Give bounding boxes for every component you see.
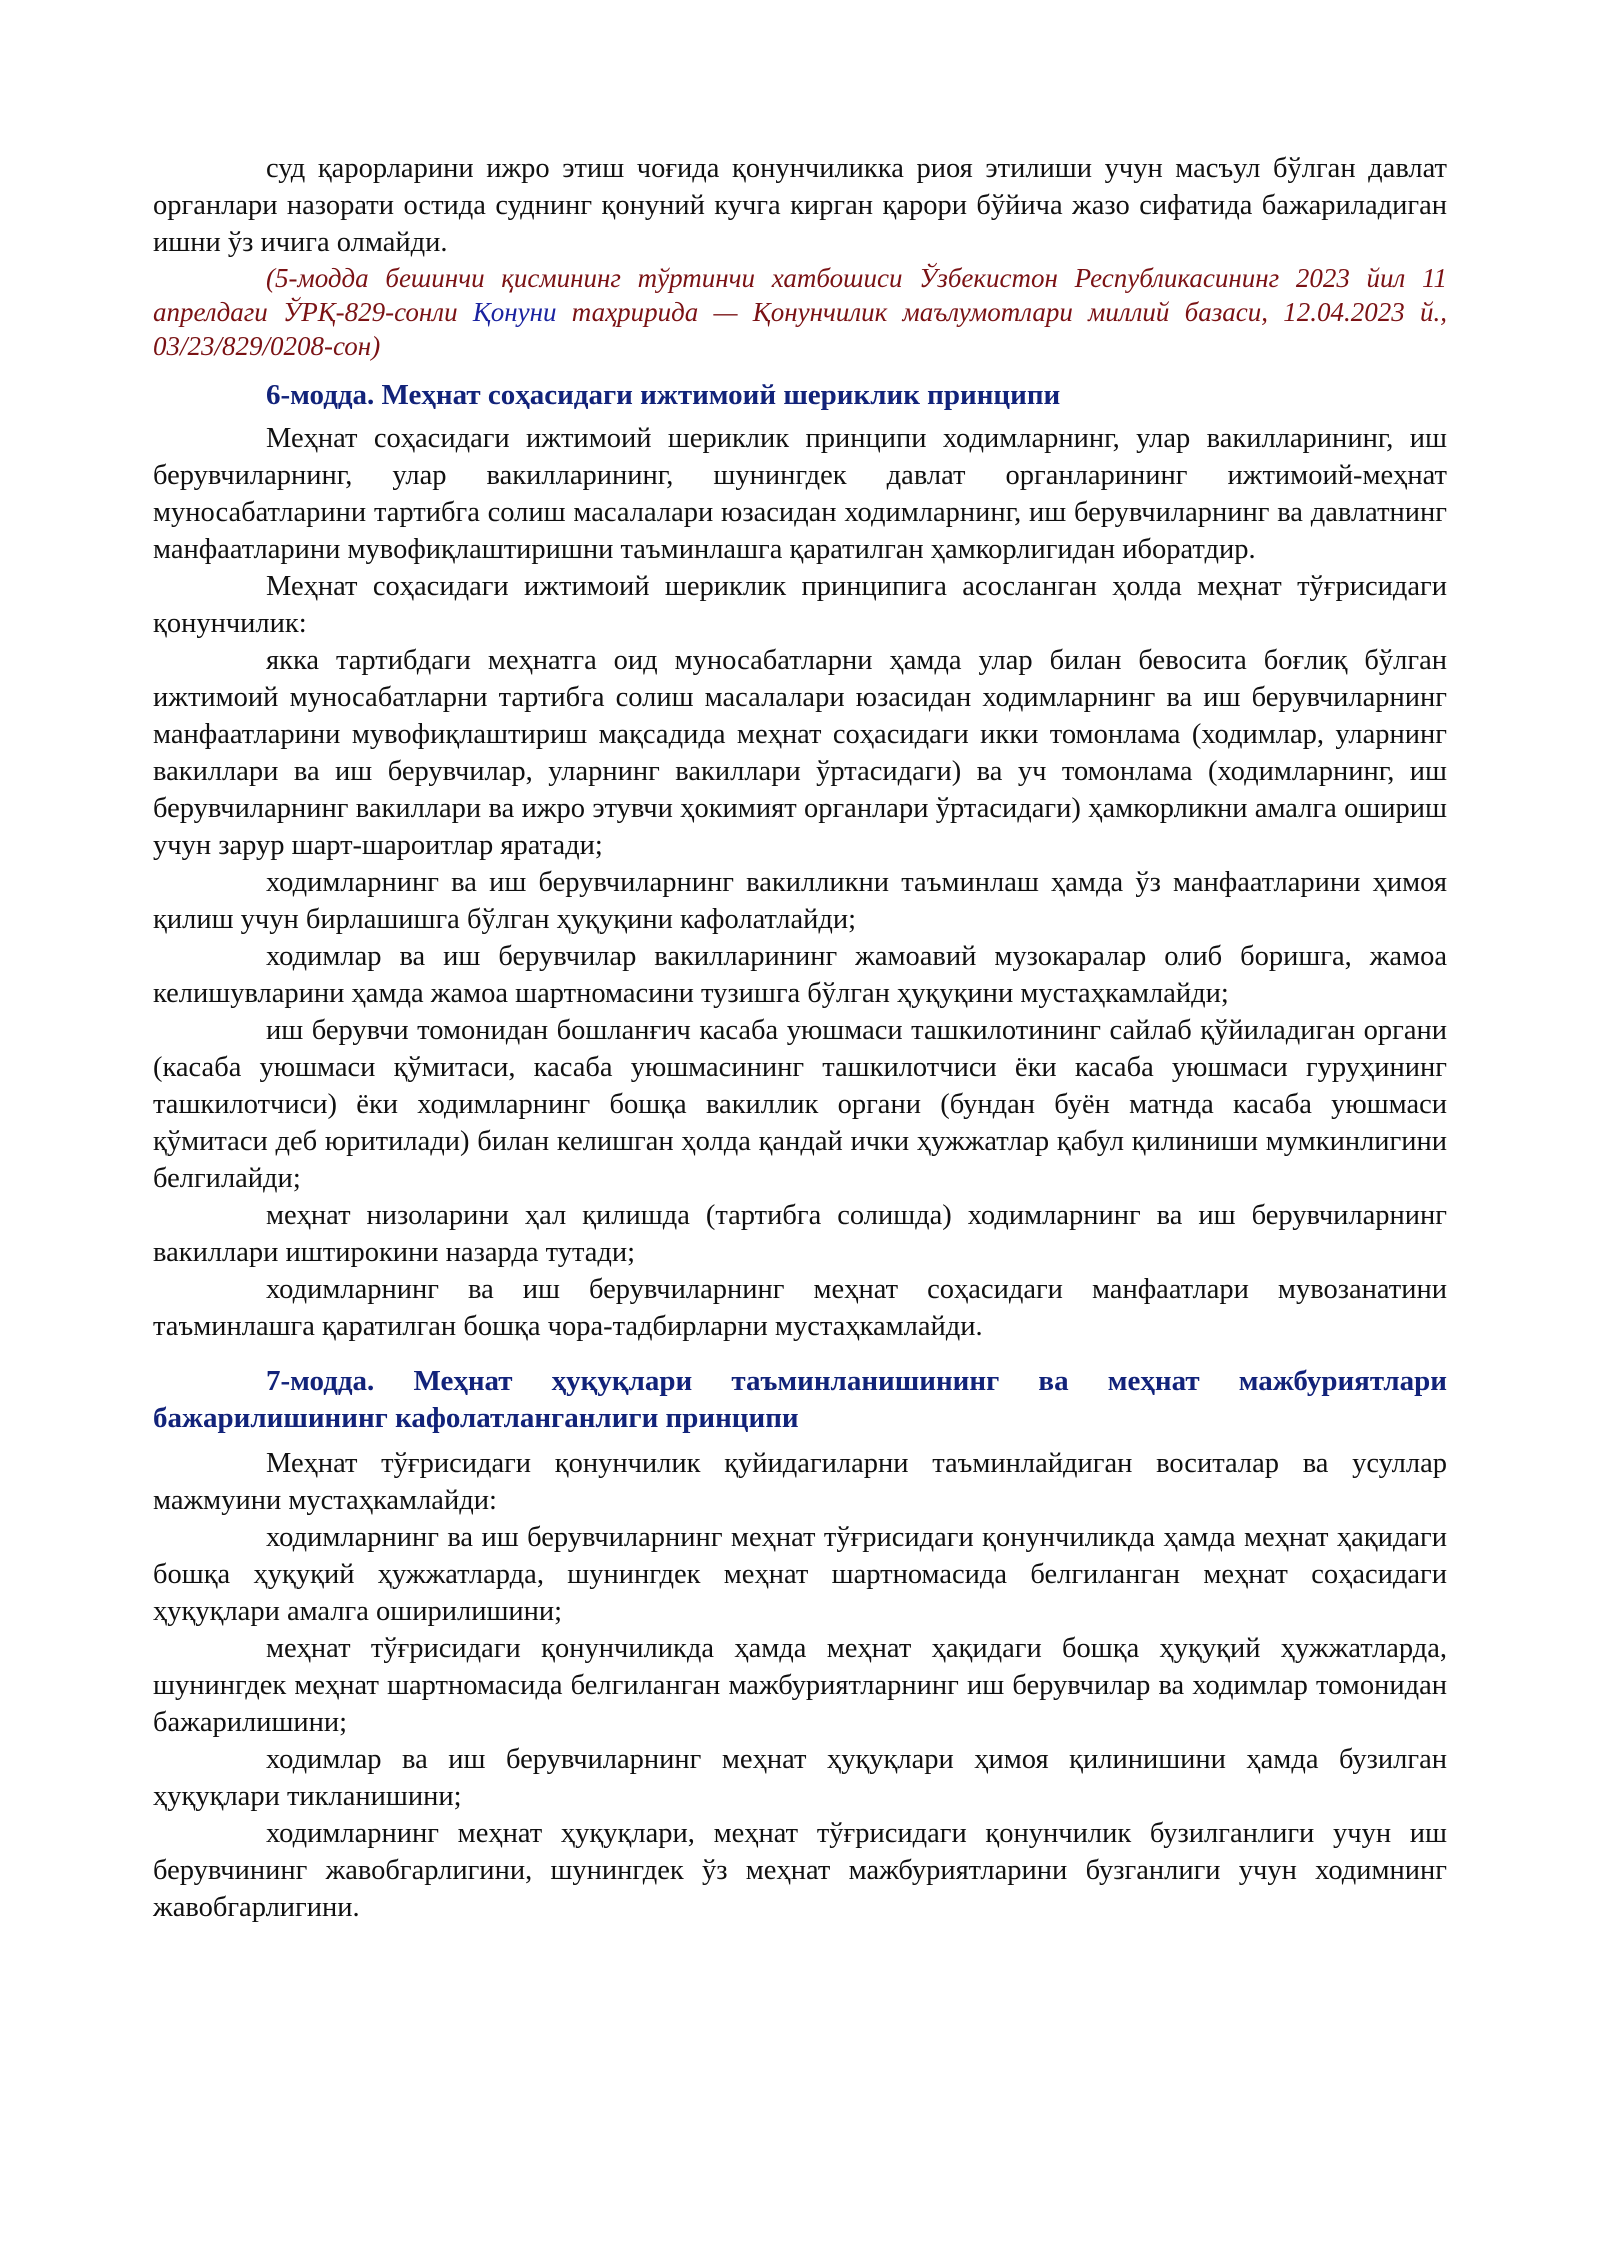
- article-6-paragraph: ходимлар ва иш берувчилар вакилларининг жамоавий музокаралар олиб боришга, жамоа келишувларини ҳамда жамоа шартномасини тузишга бўлган ҳуқуқини мустаҳкамлайди;: [153, 941, 1447, 1009]
- article-6-title: 6-модда. Меҳнат соҳасидаги ижтимоий шериклик принципи: [266, 379, 1061, 411]
- amendment-note-text-start: (5-модда бешинчи қисмининг тўртинчи хатбошиси Ўзбекистон Республикасининг 2023 йил 11 апрелдаги ЎРҚ-829-сонли: [153, 263, 1447, 327]
- top-paragraph: суд қарорларини ижро этиш чоғида қонунчиликка риоя этилиши учун масъул бўлган давлат органлари назорати остида суднинг қонуний кучга кирган қарори бўйича жазо сифатида бажариладиган ишни ўз ичига олмайди.: [153, 153, 1447, 258]
- article-6-body: [153, 420, 1447, 1345]
- article-6-paragraph: меҳнат низоларини ҳал қилишда (тартибга солишда) ходимларнинг ва иш берувчиларнинг вакиллари иштирокини назарда тутади;: [153, 1200, 1447, 1268]
- amendment-note-text-end: таҳририда — Қонунчилик маълумотлари миллий базаси, 12.04.2023 й., 03/23/829/0208-сон): [153, 297, 1447, 361]
- document-page: [153, 150, 1447, 1926]
- article-6-paragraph: якка тартибдаги меҳнатга оид муносабатларни ҳамда улар билан бевосита боғлиқ бўлган ижтимоий муносабатларни тартибга солиш масалалари юзасидан ходимларнинг ва иш берувчиларнинг манфаатларини мувофиқлаштириш мақсадида меҳнат соҳасидаги икки томонлама (ходимлар, уларнинг вакиллари ва иш берувчилар, уларнинг вакиллари ўртасидаги) ва уч томонлама (ходимларнинг, иш берувчиларнинг вакиллари ва ижро этувчи ҳокимият органлари ўртасидаги) ҳамкорликни амалга ошириш учун зарур шарт-шароитлар яратади;: [153, 645, 1447, 861]
- article-6-paragraph: иш берувчи томонидан бошланғич касаба уюшмаси ташкилотининг сайлаб қўйиладиган органи (касаба уюшмаси қўмитаси, касаба уюшмасининг ташкилотчиси ёки касаба уюшмаси гуруҳининг ташкилотчиси) ёки ходимларнинг бошқа вакиллик органи (бундан буён матнда касаба уюшмаси қўмитаси деб юритилади) билан келишган ҳолда қандай ички ҳужжатлар қабул қилиниши мумкинлигини белгилайди;: [153, 1015, 1447, 1194]
- article-6-paragraph: ходимларнинг ва иш берувчиларнинг меҳнат соҳасидаги манфаатлари мувозанатини таъминлашга қаратилган бошқа чора-тадбирларни мустаҳкамлайди.: [153, 1274, 1447, 1342]
- article-6-paragraph: Меҳнат соҳасидаги ижтимоий шериклик принципига асосланган ҳолда меҳнат тўғрисидаги қонунчилик:: [153, 571, 1447, 639]
- amendment-note: [153, 261, 1447, 363]
- article-7-paragraph: ходимларнинг ва иш берувчиларнинг меҳнат тўғрисидаги қонунчиликда ҳамда меҳнат ҳақидаги бошқа ҳуқуқий ҳужжатларда, шунингдек меҳнат шартномасида белгиланган меҳнат соҳасидаги ҳуқуқлари амалга оширилишини;: [153, 1522, 1447, 1627]
- article-7-title: 7-модда. Меҳнат ҳуқуқлари таъминланишининг ва меҳнат мажбуриятлари бажарилишининг кафолатланганлиги принципи: [153, 1365, 1447, 1434]
- article-7-paragraph: ходимларнинг меҳнат ҳуқуқлари, меҳнат тўғрисидаги қонунчилик бузилганлиги учун иш берувчининг жавобгарлигини, шунингдек ўз меҳнат мажбуриятларини бузганлиги учун ходимнинг жавобгарлигини.: [153, 1818, 1447, 1923]
- article-7-paragraph: ходимлар ва иш берувчиларнинг меҳнат ҳуқуқлари ҳимоя қилинишини ҳамда бузилган ҳуқуқлари тикланишини;: [153, 1744, 1447, 1812]
- article-7-paragraph: меҳнат тўғрисидаги қонунчиликда ҳамда меҳнат ҳақидаги бошқа ҳуқуқий ҳужжатларда, шунингдек меҳнат шартномасида белгиланган мажбуриятларнинг иш берувчилар ва ходимлар томонидан бажарилишини;: [153, 1633, 1447, 1738]
- article-6-paragraph: ходимларнинг ва иш берувчиларнинг вакилликни таъминлаш ҳамда ўз манфаатларини ҳимоя қилиш учун бирлашишга бўлган ҳуқуқини кафолатлайди;: [153, 867, 1447, 935]
- article-7-paragraph: Меҳнат тўғрисидаги қонунчилик қуйидагиларни таъминлайдиган воситалар ва усуллар мажмуини мустаҳкамлайди:: [153, 1448, 1447, 1516]
- article-7-body: [153, 1445, 1447, 1926]
- article-6-paragraph: Меҳнат соҳасидаги ижтимоий шериклик принципи ходимларнинг, улар вакилларининг, иш берувчиларнинг, улар вакилларининг, шунингдек давлат органларининг ижтимоий-меҳнат муносабатларини тартибга солиш масалалари юзасидан ходимларнинг, иш берувчиларнинг ва давлатнинг манфаатларини мувофиқлаштиришни таъминлашга қаратилган ҳамкорлигидан иборатдир.: [153, 423, 1447, 565]
- law-link[interactable]: Қонуни: [472, 297, 557, 327]
